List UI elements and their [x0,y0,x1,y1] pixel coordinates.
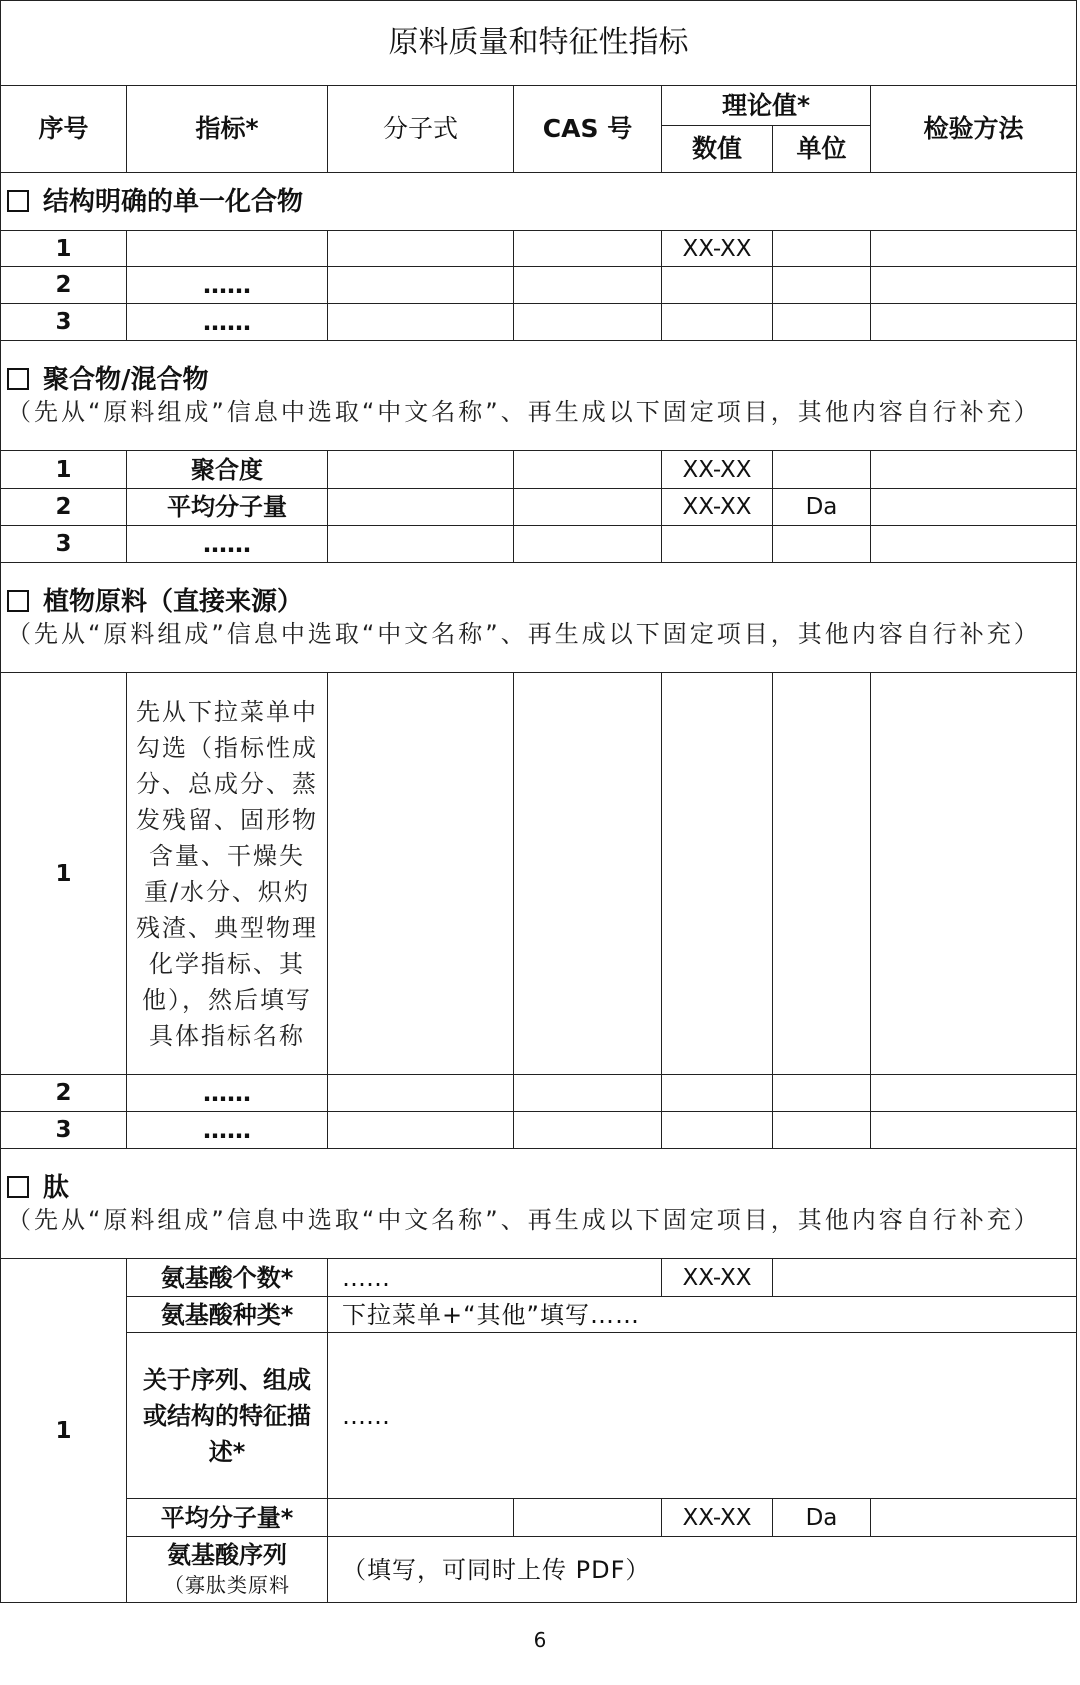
section-polymer-mixture [1,341,1077,451]
row-formula[interactable] [328,673,514,1075]
row-method[interactable] [871,489,1077,526]
table-row [1,1333,1077,1499]
row-seq: 3 [1,526,127,563]
row-seq: 1 [1,1259,127,1603]
amino-sequence-label-cell [127,1537,328,1603]
avg-mw-label: 平均分子量* [127,1499,328,1537]
amino-sequence-field[interactable]: （填写，可同时上传 PDF） [328,1537,1077,1603]
page-number: 6 [533,1628,547,1652]
row-seq: 1 [1,451,127,489]
row-unit[interactable] [773,673,871,1075]
checkbox[interactable] [7,190,29,212]
row-method[interactable] [871,267,1077,304]
amino-count-value[interactable]: XX-XX [662,1259,773,1297]
row-cas[interactable] [514,267,662,304]
row-value[interactable]: XX-XX [662,451,773,489]
row-value[interactable] [662,526,773,563]
row-value[interactable] [662,1112,773,1149]
row-cas[interactable] [514,304,662,341]
row-unit[interactable]: Da [773,489,871,526]
row-indicator: 聚合度 [127,451,328,489]
avg-mw-value[interactable]: XX-XX [662,1499,773,1537]
row-formula[interactable] [328,304,514,341]
row-formula[interactable] [328,267,514,304]
row-formula[interactable] [328,231,514,267]
checkbox[interactable] [7,590,29,612]
row-seq: 1 [1,231,127,267]
row-seq: 3 [1,304,127,341]
row-method[interactable] [871,1112,1077,1149]
table-row [1,451,1077,489]
row-method[interactable] [871,526,1077,563]
row-method[interactable] [871,451,1077,489]
row-formula[interactable] [328,526,514,563]
checkbox[interactable] [7,1176,29,1198]
table-row [1,1537,1077,1603]
header-unit: 单位 [773,126,871,173]
table-row [1,1112,1077,1149]
row-unit[interactable] [773,451,871,489]
table-row [1,673,1077,1075]
amino-sequence-sublabel: （寡肽类原料 [164,1572,290,1597]
row-formula[interactable] [328,489,514,526]
header-value: 数值 [662,126,773,173]
row-formula[interactable] [328,1112,514,1149]
table-row [1,231,1077,267]
section-note: （先从“原料组成”信息中选取“中文名称”、再生成以下固定项目，其他内容自行补充） [7,397,1041,426]
table-row [1,1259,1077,1297]
row-indicator[interactable]: …… [127,267,328,304]
row-cas[interactable] [514,673,662,1075]
row-method[interactable] [871,231,1077,267]
row-cas[interactable] [514,451,662,489]
section-plant-material [1,563,1077,673]
amino-type-dropdown[interactable]: 下拉菜单+“其他”填写…… [328,1297,1077,1333]
section-title: 结构明确的单一化合物 [43,186,304,217]
section-peptide [1,1149,1077,1259]
header-cas: CAS 号 [514,86,662,173]
row-seq: 3 [1,1112,127,1149]
row-value[interactable] [662,304,773,341]
amino-count-label: 氨基酸个数* [127,1259,328,1297]
row-formula[interactable] [328,1075,514,1112]
row-value[interactable] [662,1075,773,1112]
amino-count-field[interactable]: …… [328,1259,662,1297]
avg-mw-cas[interactable] [514,1499,662,1537]
row-seq: 2 [1,267,127,304]
row-value[interactable]: XX-XX [662,231,773,267]
row-unit[interactable] [773,1112,871,1149]
row-cas[interactable] [514,526,662,563]
amino-type-label: 氨基酸种类* [127,1297,328,1333]
table-row [1,489,1077,526]
row-method[interactable] [871,304,1077,341]
table-title: 原料质量和特征性指标 [1,1,1077,86]
row-indicator[interactable]: …… [127,304,328,341]
avg-mw-method[interactable] [871,1499,1077,1537]
row-indicator-instructions[interactable]: 先从下拉菜单中勾选（指标性成分、总成分、蒸发残留、固形物含量、干燥失重/水分、炽灼残渣、典型物理化学指标、其他），然后填写具体指标名称 [127,673,328,1075]
row-seq: 2 [1,489,127,526]
section-single-compound [1,173,1077,231]
row-cas[interactable] [514,1112,662,1149]
row-method[interactable] [871,673,1077,1075]
row-seq: 1 [1,673,127,1075]
row-indicator[interactable]: …… [127,526,328,563]
row-unit[interactable] [773,1075,871,1112]
row-value[interactable] [662,673,773,1075]
row-value[interactable]: XX-XX [662,489,773,526]
row-indicator[interactable] [127,231,328,267]
row-cas[interactable] [514,231,662,267]
sequence-description-field[interactable]: …… [328,1333,1077,1499]
row-unit[interactable] [773,231,871,267]
sequence-description-label: 关于序列、组成或结构的特征描述* [127,1333,328,1499]
avg-mw-unit[interactable]: Da [773,1499,871,1537]
section-note: （先从“原料组成”信息中选取“中文名称”、再生成以下固定项目，其他内容自行补充） [7,1205,1041,1234]
row-unit[interactable] [773,304,871,341]
table-row [1,1075,1077,1112]
header-theoretical: 理论值* [662,86,871,126]
amino-count-extra[interactable] [773,1259,1077,1297]
row-cas[interactable] [514,489,662,526]
row-unit[interactable] [773,526,871,563]
checkbox[interactable] [7,368,29,390]
section-title: 肽 [43,1172,70,1203]
avg-mw-formula[interactable] [328,1499,514,1537]
amino-sequence-label: 氨基酸序列 [167,1540,287,1569]
header-indicator: 指标* [127,86,328,173]
row-value[interactable] [662,267,773,304]
header-seq: 序号 [1,86,127,173]
table-row [1,1499,1077,1537]
row-indicator: 平均分子量 [127,489,328,526]
table-row [1,1297,1077,1333]
row-indicator[interactable]: …… [127,1112,328,1149]
row-unit[interactable] [773,267,871,304]
header-formula: 分子式 [328,86,514,173]
row-formula[interactable] [328,451,514,489]
row-method[interactable] [871,1075,1077,1112]
row-seq: 2 [1,1075,127,1112]
section-note: （先从“原料组成”信息中选取“中文名称”、再生成以下固定项目，其他内容自行补充） [7,619,1041,648]
table-row [1,267,1077,304]
section-title: 植物原料（直接来源） [43,586,304,617]
header-method: 检验方法 [871,86,1077,173]
row-cas[interactable] [514,1075,662,1112]
table-row [1,526,1077,563]
section-title: 聚合物/混合物 [43,364,209,395]
row-indicator[interactable]: …… [127,1075,328,1112]
table-row [1,304,1077,341]
